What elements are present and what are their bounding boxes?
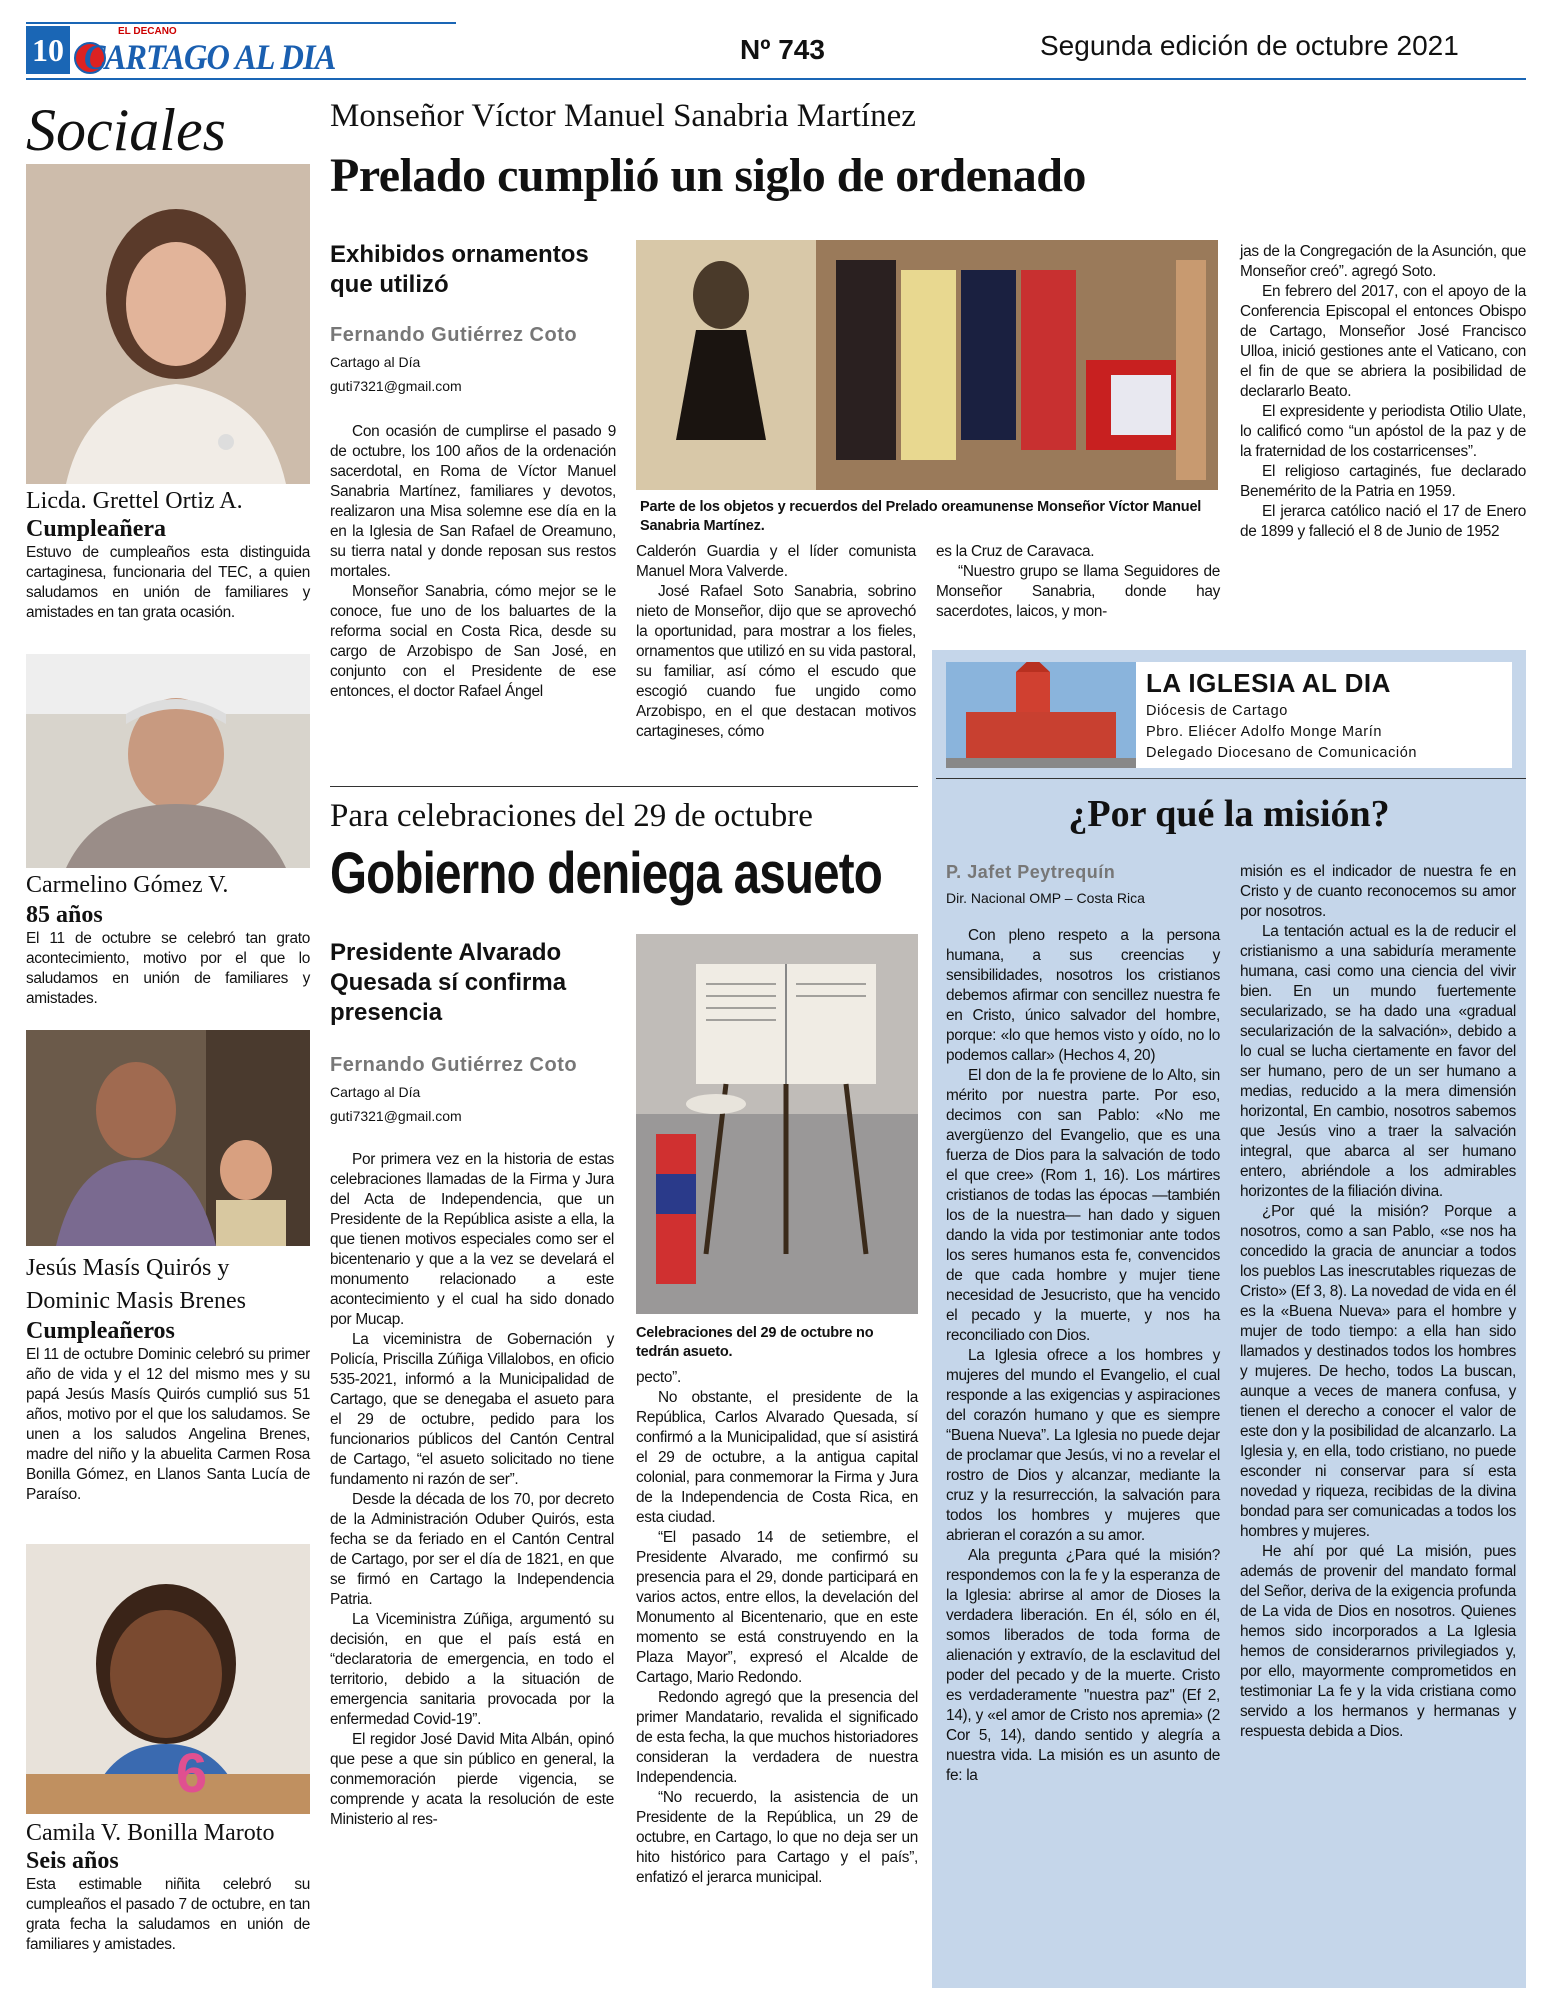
paragraph: José Rafael Soto Sanabria, sobrino nieto de Monseñor, dijo que se aprovechó la oportunidad, para mostrar a los fieles, ornamentos que utilizó en su vida pastoral, su familiar, así cómo el escudo que escogió cuando fue ungido como Arzobispo, en el que destacan motivos cartagineses, cómo [636, 583, 916, 740]
section-title: Sociales [26, 97, 226, 163]
article2-photo [636, 934, 918, 1314]
church-icon [946, 662, 1136, 768]
entry-text: El 11 de octubre Dominic celebró su primer año de vida y el 12 del mismo mes y su papá Jesús Masís Quirós cumplió sus 51 años, motivo por el que los saludamos. Se unen a los saludos Angelina Brenes, madre del niño y la abuelita Carmen Rosa Bonilla Gómez, en Llanos Santa Lucía de Paraíso. [26, 1346, 310, 1503]
paragraph: Ala pregunta ¿Para qué la misión? respondemos con la fe y la esperanza de la Iglesia: abrirse al amor de Dioses la verdadera liberación. En él, sólo en él, somos liberados de toda forma de alienación y extravío, de la esclavitud del poder del pecado y de la muerte. Cristo es verdaderamente ''nuestra paz'' (Ef 2, 14), y «el amor de Cristo nos apremia» (2 Cor 5, 14), dando sentido y alegría a nuestra vida. La misión es un asunto de fe: la [946, 1547, 1220, 1784]
article2-col1 [330, 1150, 614, 1830]
portrait-illustration [26, 1544, 310, 1814]
article2-col2 [636, 1368, 918, 1888]
article1-author: Fernando Gutiérrez Coto [330, 324, 578, 346]
paragraph: pecto”. [636, 1369, 681, 1386]
article1-col4 [1240, 242, 1526, 542]
article1-headline: Prelado cumplió un siglo de ordenado [330, 149, 1086, 202]
entry-text: El 11 de octubre se celebró tan grato acontecimiento, motivo por el que lo saludamos en unión de familiares y amistades. [26, 930, 310, 1007]
paragraph: “No recuerdo, la asistencia de un Presidente de la República, un 29 de octubre, en Cartago, lo que no deja ser un hito histórico para Cartago y el país”, enfatizó el jerarca municipal. [636, 1789, 918, 1886]
entry-text: Estuvo de cumpleaños esta distinguida cartaginesa, funcionaria del TEC, a quien saludamos en unión de familiares y amistades en tan grata ocasión. [26, 544, 310, 621]
header-rule [26, 78, 1526, 80]
entry-subtitle: Cumpleañera [26, 516, 166, 542]
paragraph: Monseñor Sanabria, cómo mejor se le conoce, fue uno de los baluartes de la reforma social en Costa Rica, desde su cargo de Arzobispo de San José, en conjunto con el Presidente de ese entonces, el doctor Rafael Ángel [330, 583, 616, 700]
paragraph: misión es el indicador de nuestra fe en Cristo y de cuanto reconocemos su amor por nosotros. [1240, 863, 1516, 920]
mision-author-role: Dir. Nacional OMP – Costa Rica [946, 890, 1145, 906]
ornaments-illustration [636, 240, 1218, 490]
iglesia-title: LA IGLESIA AL DIA [1146, 668, 1391, 698]
mision-author: P. Jafet Peytrequín [946, 862, 1116, 882]
paragraph: La tentación actual es la de reducir el cristianismo a una sabiduría meramente humana, casi como una ciencia del vivir bien. En un mundo fuertemente secularizado, se ha dado una «gradual secularización de la salvación», debido a lo cual se lucha ciertamente en favor del ser humano, pero de un ser humano a medias, reducido a la mera dimensión horizontal, En cambio, nosotros sabemos que Jesús vino a traer la salvación integral, que abarca al ser humano entero, abriéndole a los admirables horizontes de la filiación divina. [1240, 923, 1516, 1200]
article1-col2 [636, 542, 916, 742]
paragraph: El don de la fe proviene de lo Alto, sin mérito por nuestra parte. Por eso, decimos con san Pablo: «No me avergüenzo del Evangelio, que es una fuerza de Dios para la salvación de todo el que cree» (Rom 1, 16). Los mártires cristianos de todas las épocas —también los de la nuestra— han dado y siguen dando la vida por testimoniar ante todos los seres humanos esta fe, convencidos de que cada hombre y mujer tiene necesidad de Jesucristo, que ha vencido el pecado y la muerte, y nos ha reconciliado con Dios. [946, 1067, 1220, 1344]
paragraph: La Viceministra Zúñiga, argumentó su decisión, en que el país está en “declaratoria de emergencia, en todo el territorio, debido a la situación de emergencia sanitaria provocada por la enfermedad Covid-19”. [330, 1611, 614, 1728]
article1-caption: Parte de los objetos y recuerdos del Prelado oreamunense Monseñor Víctor Manuel Sanabria Martínez. [640, 499, 1202, 534]
article2-outlet: Cartago al Día [330, 1084, 421, 1100]
article2-caption: Celebraciones del 29 de octubre no tedrán asueto. [636, 1325, 874, 1360]
paragraph: En febrero del 2017, con el apoyo de la Conferencia Episcopal el entonces Obispo de Cartago, Monseñor José Francisco Ulloa, inició gestiones ante el Vaticano, con el fin de que se abriera la posibilidad de declararlo Beato. [1240, 283, 1526, 400]
paragraph: Redondo agregó que la presencia del primer Mandatario, revalida el significado de esta fecha, la que muchos historiadores consideran la verdadera de nuestra Independencia. [636, 1689, 918, 1786]
newspaper-logo [72, 22, 336, 82]
article1-kicker: Monseñor Víctor Manuel Sanabria Martínez [330, 98, 916, 134]
entry-name: Carmelino Gómez V. [26, 872, 229, 898]
logo-decano: EL DECANO [118, 26, 177, 37]
mision-col1 [946, 926, 1220, 1786]
article1-outlet: Cartago al Día [330, 354, 421, 370]
article2-author: Fernando Gutiérrez Coto [330, 1054, 578, 1076]
logo-name: CARTAGO AL DIA [84, 37, 336, 77]
entry-text: Esta estimable niñita celebró su cumpleaños el pasado 7 de octubre, en tan grata fecha la saludamos en unión de familiares y amistades. [26, 1876, 310, 1953]
paragraph: La viceministra de Gobernación y Policía, Priscilla Zúñiga Villalobos, en oficio 535-2021, informó a la Municipalidad de Cartago, que se denegaba el asueto para el 29 de octubre, pedido para los funcionarios públicos del Cantón Central de Cartago, “el asueto solicitado no tiene fundamento ni razón de ser”. [330, 1331, 614, 1488]
entry-subtitle: Seis años [26, 1848, 119, 1874]
paragraph: El expresidente y periodista Otilio Ulate, lo calificó como “un apóstol de la paz y de la fraternidad de los costarricenses”. [1240, 403, 1526, 460]
photo-camila [26, 1544, 310, 1814]
iglesia-line: Pbro. Eliécer Adolfo Monge Marín [1146, 724, 1383, 740]
issue-number: Nº 743 [740, 34, 825, 65]
photo-grettel [26, 164, 310, 484]
paragraph: Calderón Guardia y el líder comunista Manuel Mora Valverde. [636, 543, 916, 580]
photo-carmelino [26, 654, 310, 868]
article1-col3 [936, 542, 1220, 622]
paragraph: “Nuestro grupo se llama Seguidores de Monseñor Sanabria, donde hay sacerdotes, laicos, y mon- [936, 563, 1220, 620]
iglesia-header [946, 662, 1512, 768]
paragraph: Desde la década de los 70, por decreto de la Administración Oduber Quirós, esta fecha se da feriado en el Cantón Central de Cartago, por ser el día de 1821, en que se firmó en Cartago la Independencia Patria. [330, 1491, 614, 1608]
article1-photo [636, 240, 1218, 490]
iglesia-divider [936, 778, 1526, 779]
cake-number: 6 [176, 1741, 208, 1804]
mision-title: ¿Por qué la misión? [1068, 793, 1390, 835]
paragraph: El religioso cartaginés, fue declarado Benemérito de la Patria en 1959. [1240, 463, 1526, 500]
entry-name: Camila V. Bonilla Maroto [26, 1820, 275, 1846]
paragraph: Con pleno respeto a la persona humana, a sus creencias y sensibilidades, nosotros los cristianos debemos afirmar con sencillez nuestra fe en Cristo, único salvador del hombre, porque: «lo que hemos visto y oído, no lo podemos callar» (Hechos 4, 20) [946, 927, 1220, 1064]
article2-subhead: Presidente Alvarado Quesada sí confirma presencia [330, 939, 567, 1026]
entry-subtitle: 85 años [26, 902, 103, 928]
photo-jesus-dominic [26, 1030, 310, 1246]
paragraph: Por primera vez en la historia de estas celebraciones llamadas de la Firma y Jura del Acta de Independencia, que un Presidente de la República asiste a ella, la que tienen motivos especiales como ser el bicentenario y que a la vez se develará el monumento relacionado a este acontecimiento y el cual ha sido donado por Mucap. [330, 1151, 614, 1328]
paragraph: El jerarca católico nació el 17 de Enero de 1899 y falleció el 8 de Junio de 1952 [1240, 503, 1526, 540]
iglesia-line: Diócesis de Cartago [1146, 703, 1288, 719]
entry-name: Jesús Masís Quirós y Dominic Masis Brenes [26, 1255, 246, 1314]
portrait-illustration [26, 654, 310, 868]
paragraph: No obstante, el presidente de la República, Carlos Alvarado Quesada, sí confirmó a la Municipalidad, que sí asistirá el 29 de octubre, a la antigua capital colonial, para conmemorar la Firma y Jura de la Independencia de Costa Rica, en esta ciudad. [636, 1389, 918, 1526]
article2-headline: Gobierno deniega asueto [330, 841, 882, 906]
article1-email: guti7321@gmail.com [330, 378, 462, 394]
entry-name: Licda. Grettel Ortiz A. [26, 488, 243, 514]
acta-illustration [636, 934, 918, 1314]
article2-email: guti7321@gmail.com [330, 1108, 462, 1124]
portrait-illustration [26, 164, 310, 484]
paragraph: El regidor José David Mita Albán, opinó que pese a que sin público en general, la conmemoración pierde vigencia, se comprende y acata la resolución de este Ministerio al res- [330, 1731, 614, 1828]
paragraph: He ahí por qué La misión, pues además de provenir del mandato formal del Señor, deriva de la exigencia profunda de La vida de Dios en nosotros. Quienes hemos sido incorporados a La Iglesia hemos de considerarnos privilegiados y, por ello, mayormente comprometidos en testimoniar La fe y la vida cristiana como servido a los hermanos y hermanas y respuesta debida a Dios. [1240, 1543, 1516, 1740]
mision-col2 [1240, 862, 1516, 1742]
paragraph: “El pasado 14 de setiembre, el Presidente Alvarado, me confirmó su presencia para el 29, donde participará en varios actos, entre ellos, la develación del Monumento al Bicentenario, que en este momento se está construyendo en la Plaza Mayor”, expresó el Alcalde de Cartago, Mario Redondo. [636, 1529, 918, 1686]
page-number: 10 [26, 26, 70, 74]
paragraph: ¿Por qué la misión? Porque a nosotros, como a san Pablo, «se nos ha concedido la gracia de anunciar a todos los pueblos Las inescrutables riquezas de Cristo» (Ef 3, 8). La novedad de vida en él es la «Buena Nueva» para el hombre y mujer de todo tiempo: a ella han sido llamados y destinados todos los hombres y mujeres. De hecho, todos La buscan, aunque a veces de manera confusa, y tienen el derecho a conocer el valor de este don y la posibilidad de alcanzarlo. La Iglesia y, en ella, todo cristiano, no puede esconder ni conservar para sí esta novedad y riqueza, recibidas de la divina bondad para ser comunicadas a todos los hombres y mujeres. [1240, 1203, 1516, 1540]
article1-col1 [330, 422, 616, 702]
article1-subhead: Exhibidos ornamentos que utilizó [330, 241, 589, 298]
paragraph: es la Cruz de Caravaca. [936, 543, 1095, 560]
article2-kicker: Para celebraciones del 29 de octubre [330, 798, 813, 834]
iglesia-line: Delegado Diocesano de Comunicación [1146, 745, 1418, 761]
edition-date: Segunda edición de octubre 2021 [1040, 30, 1459, 61]
paragraph: jas de la Congregación de la Asunción, que Monseñor creó”. agregó Soto. [1240, 243, 1526, 280]
portrait-illustration [26, 1030, 310, 1246]
section-divider [330, 786, 918, 787]
paragraph: La Iglesia ofrece a los hombres y mujeres del mundo el Evangelio, el cual responde a las exigencias y aspiraciones del corazón humano y que es siempre “Buena Nueva”. La Iglesia no puede dejar de proclamar que Jesús, vi no a revelar el rostro de Dios y alcanzar, mediante la cruz y la resurrección, la salvación para todos los hombres y mujeres que abrieran el corazón a su amor. [946, 1347, 1220, 1544]
entry-subtitle: Cumpleañeros [26, 1318, 175, 1344]
paragraph: Con ocasión de cumplirse el pasado 9 de octubre, los 100 años de la ordenación sacerdotal, en Roma de Víctor Manuel Sanabria Martínez, familiares y devotos, realizaron una Misa solemne ese día en la en la Iglesia de San Rafael de Oreamuno, su tierra natal y donde reposan sus restos mortales. [330, 423, 616, 580]
